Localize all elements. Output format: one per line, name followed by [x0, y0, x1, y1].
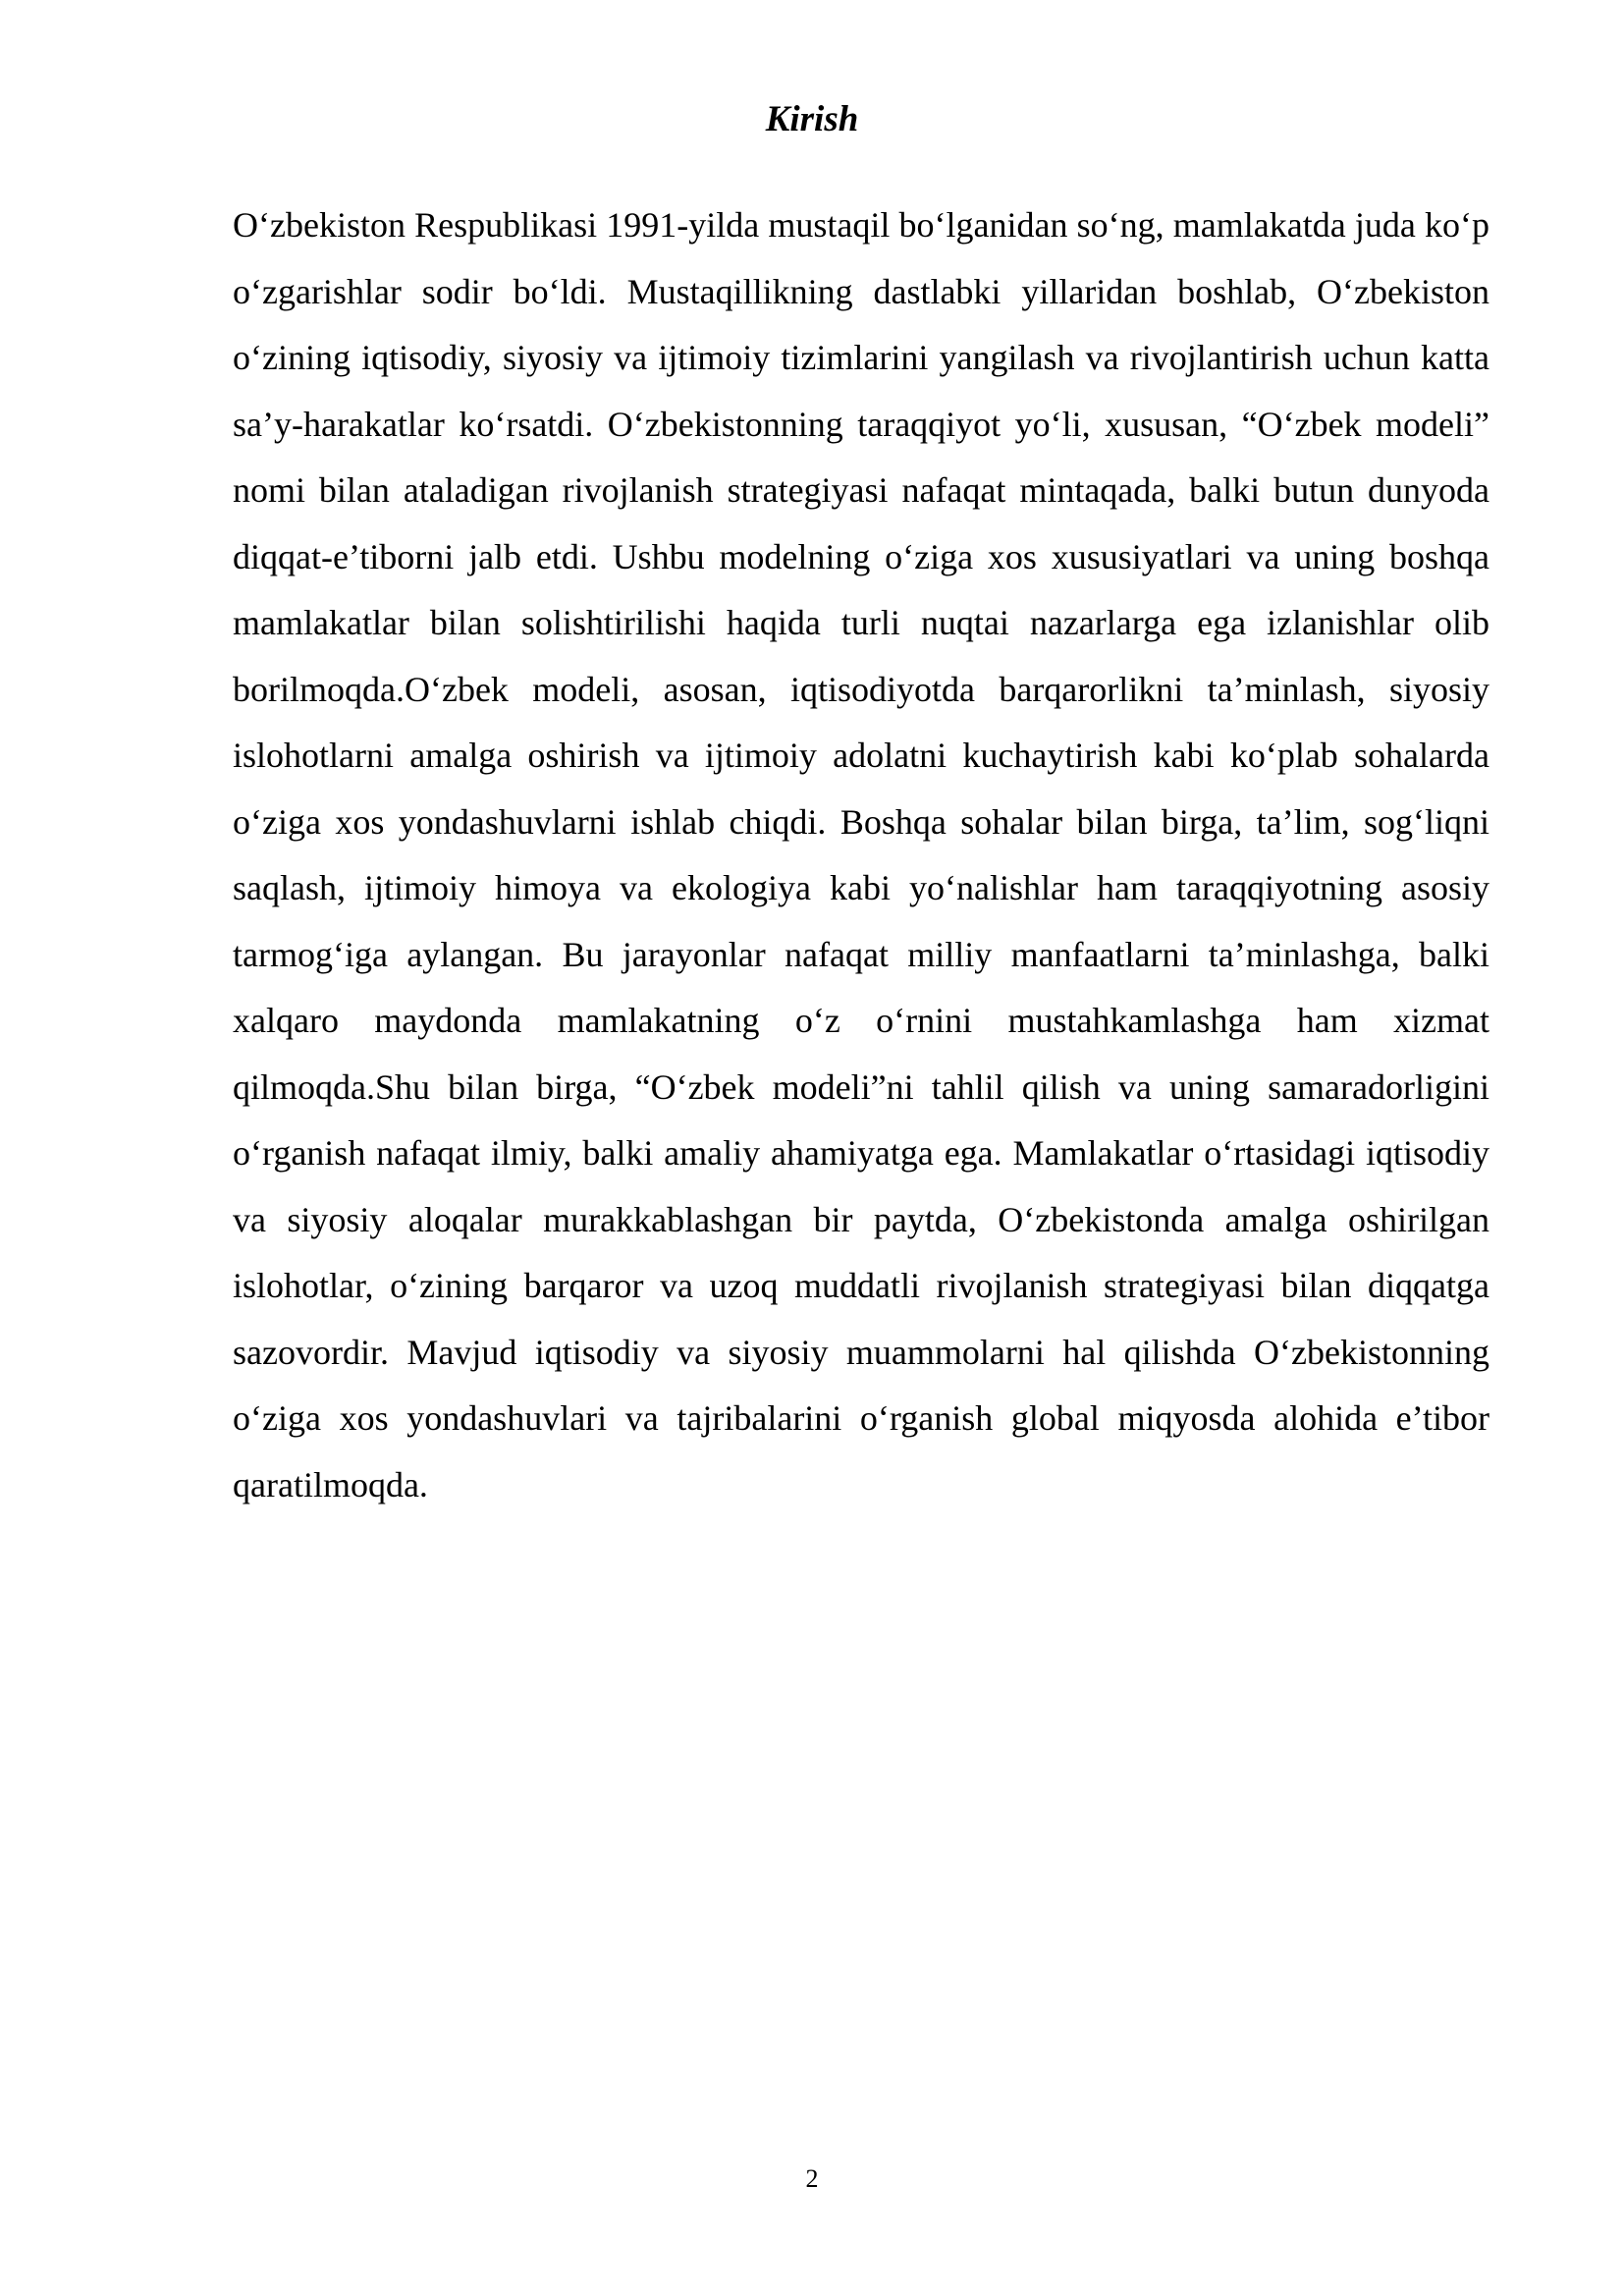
page-number: 2 — [805, 2164, 819, 2193]
section-title: Kirish — [765, 99, 859, 139]
body-paragraph: O‘zbekiston Respublikasi 1991-yilda mustaqil bo‘lganidan so‘ng, mamlakatda juda ko‘p o‘zgarishlar sodir bo‘ldi. Mustaqillikning dastlabki yillaridan boshlab, O‘zbekiston o‘zining iqtisodiy, siyosiy va ijtimoiy tizimlarini yangilash va rivojlantirish uchun katta sa’y-harakatlar ko‘rsatdi. O‘zbekistonning taraqqiyot yo‘li, xususan, “O‘zbek modeli” nomi bilan ataladigan rivojlanish strategiyasi nafaqat mintaqada, balki butun dunyoda diqqat-e’tiborni jalb etdi. Ushbu modelning o‘ziga xos xususiyatlari va uning boshqa mamlakatlar bilan solishtirilishi haqida turli nuqtai nazarlarga ega izlanishlar olib borilmoqda.O‘zbek modeli, asosan, iqtisodiyotda barqarorlikni ta’minlash, siyosiy islohotlarni amalga oshirish va ijtimoiy adolatni kuchaytirish kabi ko‘plab sohalarda o‘ziga xos yondashuvlarni ishlab chiqdi. Boshqa sohalar bilan birga, ta’lim, sog‘liqni saqlash, ijtimoiy himoya va ekologiya kabi yo‘nalishlar ham taraqqiyotning asosiy tarmog‘iga aylangan. Bu jarayonlar nafaqat milliy manfaatlarni ta’minlashga, balki xalqaro maydonda mamlakatning o‘z o‘rnini mustahkamlashga ham xizmat qilmoqda.Shu bilan birga, “O‘zbek modeli”ni tahlil qilish va uning samaradorligini o‘rganish nafaqat ilmiy, balki amaliy ahamiyatga ega. Mamlakatlar o‘rtasidagi iqtisodiy va siyosiy aloqalar murakkablashgan bir paytda, O‘zbekistonda amalga oshirilgan islohotlar, o‘zining barqaror va uzoq muddatli rivojlanish strategiyasi bilan diqqatga sazovordir. Mavjud iqtisodiy va siyosiy muammolarni hal qilishda O‘zbekistonning o‘ziga xos yondashuvlari va tajribalarini o‘rganish global miqyosda alohida e’tibor qaratilmoqda. — [233, 205, 1489, 1504]
